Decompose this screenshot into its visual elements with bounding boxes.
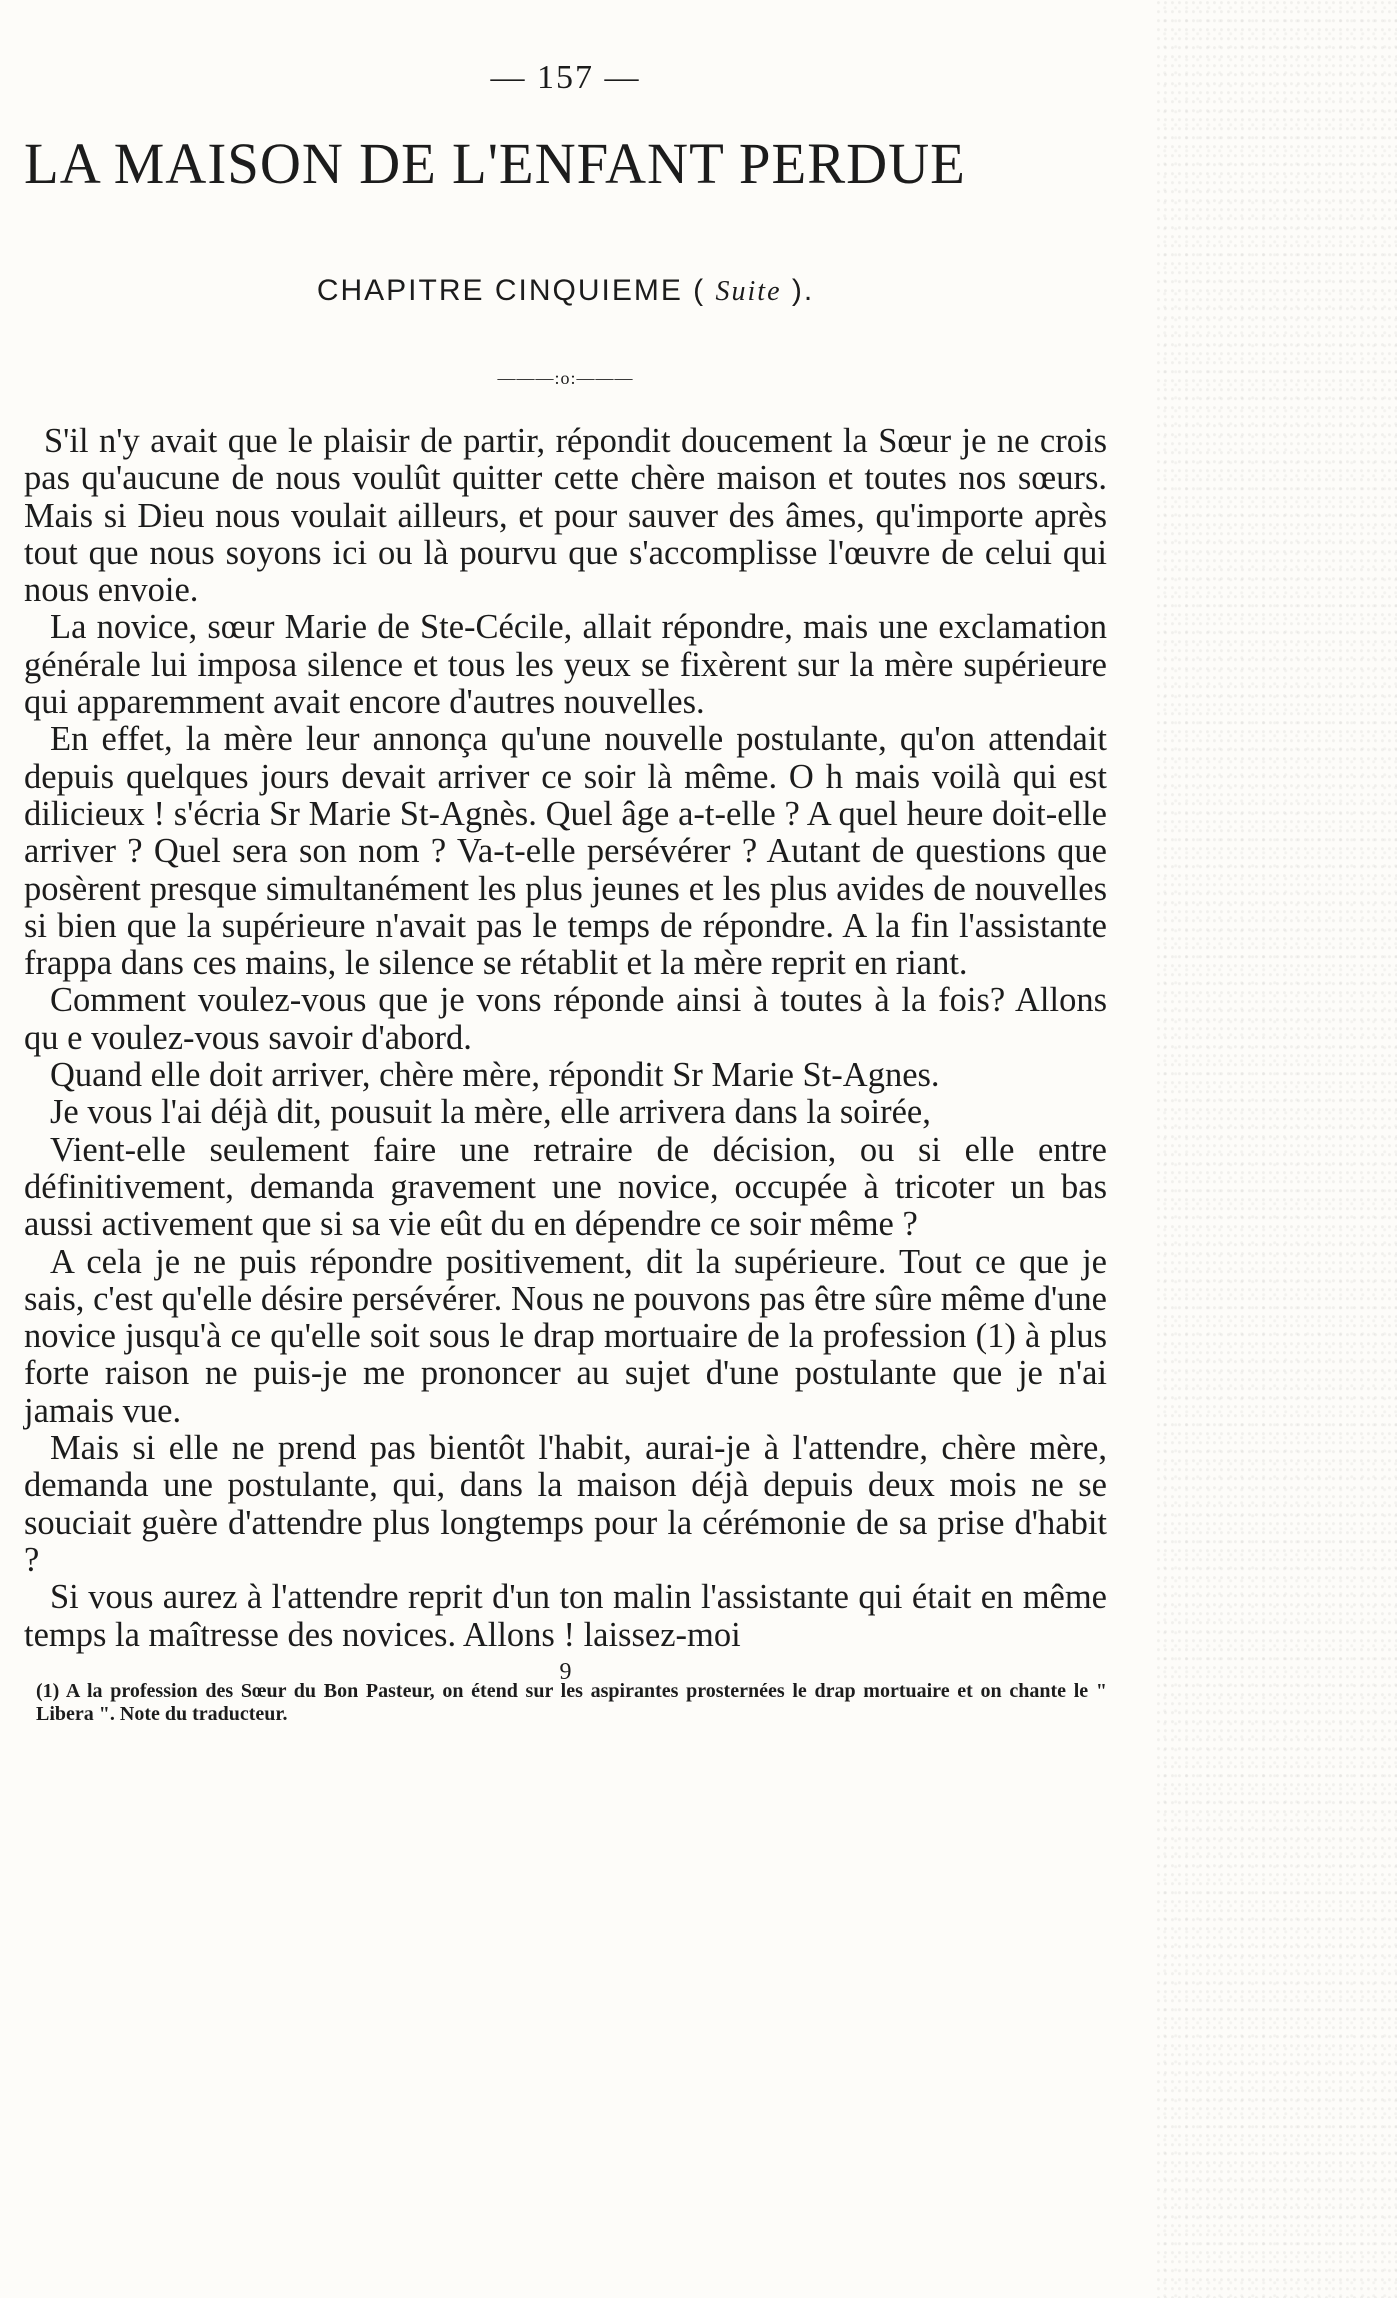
- chapter-heading: [24, 274, 1107, 308]
- paper-texture: [1157, 0, 1397, 2298]
- footnote: (1) A la profession des Sœur du Bon Pasteur, on étend sur les aspirantes prosternées le drap mortuaire et on chante le " Libera ". Note du traducteur.: [36, 1679, 1107, 1725]
- paragraph: Je vous l'ai déjà dit, pousuit la mère, elle arrivera dans la soirée,: [50, 1093, 931, 1132]
- paragraph: Mais si elle ne prend pas bientôt l'habit, aurai-je à l'attendre, chère mère, demanda une postulante, qui, dans la maison déjà depuis deux mois ne se souciait guère d'attendre plus longtemps pour la cérémonie de sa prise d'habit ?: [24, 1429, 1107, 1579]
- paragraph: Si vous aurez à l'attendre reprit d'un ton malin l'assistante qui était en même temps la maîtresse des novices. Allons ! laissez-moi: [24, 1578, 1107, 1654]
- paragraph: En effet, la mère leur annonça qu'une nouvelle postulante, qu'on attendait depuis quelques jours devait arriver ce soir là même. O h mais voilà qui est dilicieux ! s'écria Sr Marie St-Agnès. Quel âge a-t-elle ? A quel heure doit-elle arriver ? Quel sera son nom ? Va-t-elle persévérer ? Autant de questions que posèrent presque simultanément les plus jeunes et les plus avides de nouvelles si bien que la supérieure n'avait pas le temps de répondre. A la fin l'assistante frappa dans ces mains, le silence se rétablit et la mère reprit en riant.: [24, 720, 1107, 983]
- paragraph: S'il n'y avait que le plaisir de partir, répondit doucement la Sœur je ne crois pas qu'aucune de nous voulût quitter cette chère maison et toutes nos sœurs. Mais si Dieu nous voulait ailleurs, et pour sauver des âmes, qu'importe après tout que nous soyons ici ou là pourvu que s'accomplisse l'œuvre de celui qui nous envoie.: [24, 422, 1107, 610]
- paragraph: La novice, sœur Marie de Ste-Cécile, allait répondre, mais une exclamation générale lui imposa silence et tous les yeux se fixèrent sur la mère supérieure qui apparemment avait encore d'autres nouvelles.: [24, 608, 1107, 722]
- chapter-heading-suite: Suite: [715, 276, 782, 307]
- document-title: LA MAISON DE L'ENFANT PERDUE: [24, 131, 966, 196]
- section-separator: ———:o:———: [497, 368, 634, 388]
- chapter-heading-close: ).: [791, 274, 815, 307]
- body-text: [24, 423, 1107, 1654]
- chapter-heading-main: CHAPITRE CINQUIEME (: [316, 274, 706, 307]
- paragraph: Vient-elle seulement faire une retraire de décision, ou si elle entre définitivement, demanda gravement une novice, occupée à tricoter un bas aussi activement que si sa vie eût du en dépendre ce soir même ?: [24, 1130, 1107, 1244]
- paragraph: Comment voulez-vous que je vons réponde ainsi à toutes à la fois? Allons qu e voulez-vous savoir d'abord.: [24, 981, 1107, 1057]
- paragraph: Quand elle doit arriver, chère mère, répondit Sr Marie St-Agnes.: [50, 1056, 940, 1095]
- paragraph: A cela je ne puis répondre positivement, dit la supérieure. Tout ce que je sais, c'est qu'elle désire persévérer. Nous ne pouvons pas être sûre même d'une novice jusqu'à ce qu'elle soit sous le drap mortuaire de la profession (1) à plus forte raison ne puis-je me prononcer au sujet d'une postulante que je n'ai jamais vue.: [24, 1242, 1107, 1430]
- page-number: — 157 —: [490, 59, 641, 96]
- signature-marker: 9: [559, 1658, 572, 1685]
